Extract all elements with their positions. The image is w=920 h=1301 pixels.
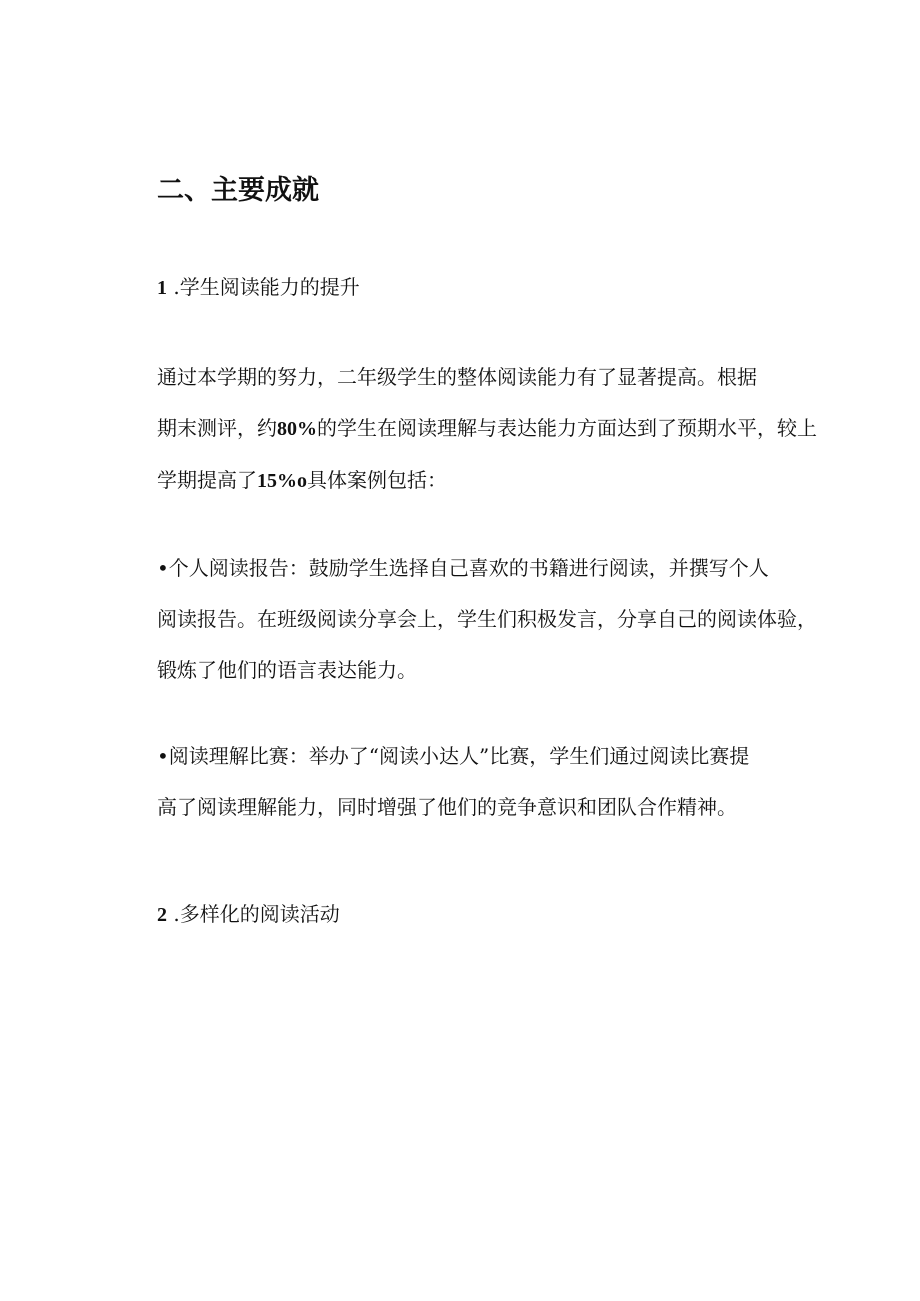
bullet-reading-competition: [157, 731, 797, 833]
subsection-number-2: 2: [157, 904, 167, 926]
subsection-heading-1: [157, 271, 360, 300]
paragraph-line: •个人阅读报告：鼓励学生选择自己喜欢的书籍进行阅读，并撰写个人: [157, 556, 769, 580]
subsection-text-2: .多样化的阅读活动: [167, 902, 340, 926]
paragraph-line: [157, 403, 817, 455]
paragraph-reading-ability: [157, 352, 817, 507]
text-run: 具体案例包括：: [307, 468, 447, 492]
percentage-80: 80%: [277, 418, 317, 440]
paragraph-line: 锻炼了他们的语言表达能力。: [157, 658, 417, 682]
paragraph-line: 阅读报告。在班级阅读分享会上，学生们积极发言，分享自己的阅读体验，: [157, 607, 817, 631]
section-title: 二、主要成就: [157, 175, 319, 206]
percentage-15: 15%o: [257, 470, 307, 492]
text-run: 学期提高了: [157, 468, 257, 492]
bullet-personal-reading-report: [157, 543, 817, 696]
text-run: 期末测评，约: [157, 416, 277, 440]
subsection-number-1: 1: [157, 277, 167, 299]
subsection-text-1: .学生阅读能力的提升: [167, 275, 360, 299]
paragraph-line: 通过本学期的努力，二年级学生的整体阅读能力有了显著提高。根据: [157, 365, 757, 389]
paragraph-line: 高了阅读理解能力，同时增强了他们的竞争意识和团队合作精神。: [157, 795, 737, 819]
paragraph-line: [157, 455, 797, 507]
paragraph-line: •阅读理解比赛：举办了“阅读小达人”比赛，学生们通过阅读比赛提: [157, 744, 750, 768]
subsection-heading-2: [157, 898, 340, 927]
text-run: 的学生在阅读理解与表达能力方面达到了预期水平，较上: [317, 416, 817, 440]
